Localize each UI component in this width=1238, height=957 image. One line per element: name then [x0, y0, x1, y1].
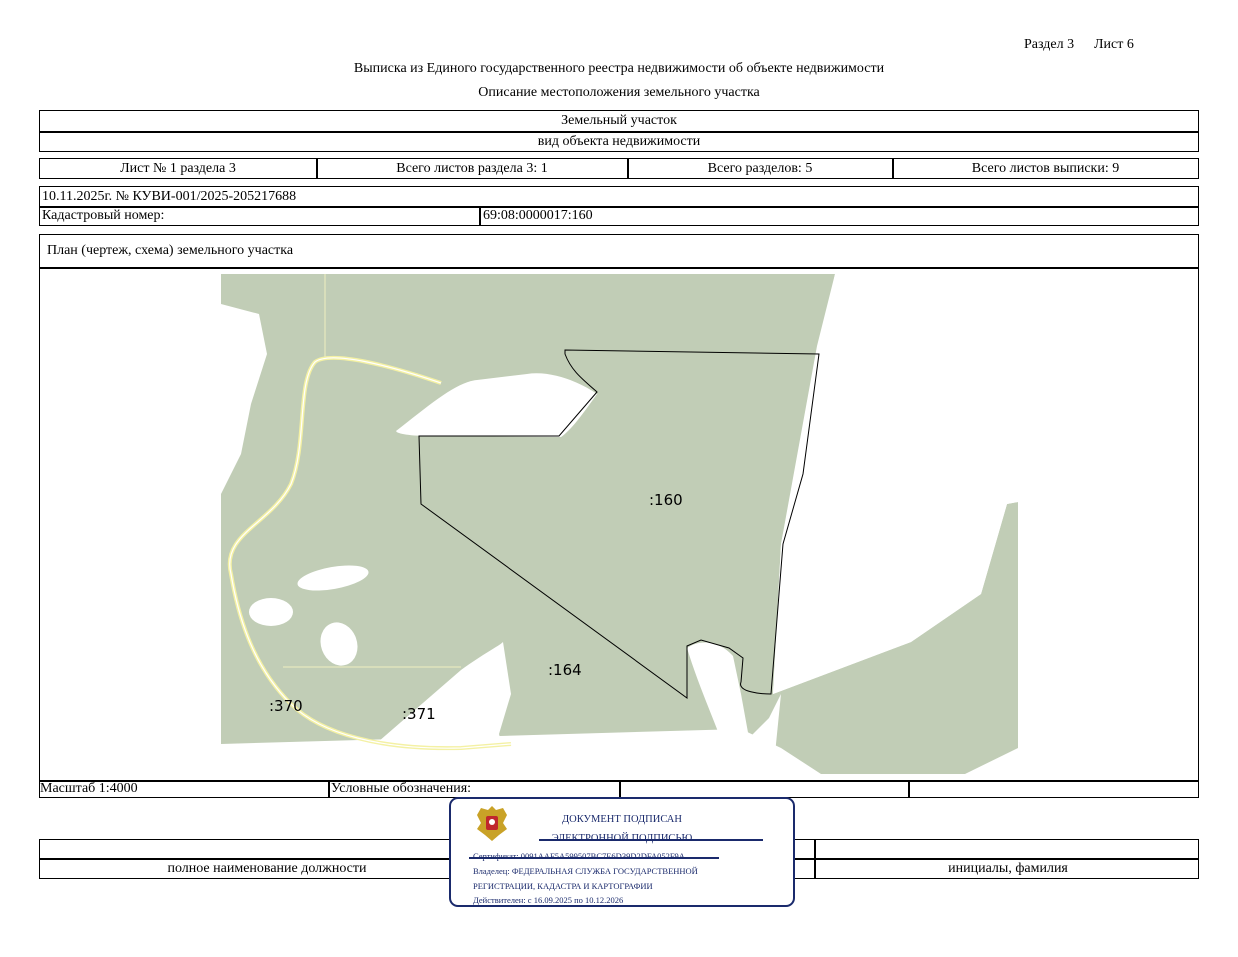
parcel-label-160: :160 [649, 491, 683, 509]
legend-row [39, 780, 1199, 798]
parcel-label-164: :164 [548, 661, 582, 679]
record-table [39, 186, 1199, 226]
scale-label: Масштаб 1:4000 [40, 781, 138, 796]
parcel-label-371: :371 [402, 705, 436, 723]
total-section-sheets: Всего листов раздела 3: 1 [396, 160, 548, 176]
plan-heading: План (чертеж, схема) земельного участка [47, 243, 294, 258]
stamp-certificate: Сертификат: 0091AAF5A599507BC7E6D39D2DFA052F9A [473, 851, 685, 861]
object-name: Земельный участок [561, 113, 677, 128]
stamp-valid: Действителен: с 16.09.2025 по 10.12.2026 [473, 895, 624, 905]
clearing-oval-2 [249, 598, 293, 626]
object-kind: вид объекта недвижимости [537, 134, 701, 149]
stamp-line-2: ЭЛЕКТРОННОЙ ПОДПИСЬЮ [551, 833, 693, 844]
section-number: Раздел 3 [1024, 37, 1075, 52]
object-type-table [39, 110, 1199, 152]
record-date-number: 10.11.2025г. № КУВИ-001/2025-205217688 [42, 188, 297, 204]
stamp-owner-2: РЕГИСТРАЦИИ, КАДАСТРА И КАРТОГРАФИИ [473, 881, 653, 891]
sheets-table [39, 158, 1199, 179]
legend-label: Условные обозначения: [331, 781, 472, 796]
stamp-line-1: ДОКУМЕНТ ПОДПИСАН [562, 814, 682, 825]
sheet-number: Лист 6 [1094, 37, 1134, 52]
name-label: инициалы, фамилия [948, 860, 1068, 876]
parcel-label-370: :370 [269, 697, 303, 715]
stamp-owner-1: Владелец: ФЕДЕРАЛЬНАЯ СЛУЖБА ГОСУДАРСТВЕННОЙ [473, 866, 698, 876]
total-sections: Всего разделов: 5 [707, 160, 813, 176]
document-title: Выписка из Единого государственного реестра недвижимости об объекте недвижимости [353, 61, 885, 76]
parcel-map [221, 274, 1018, 774]
position-label: полное наименование должности [167, 860, 367, 876]
total-extract-sheets: Всего листов выписки: 9 [971, 160, 1120, 176]
cadastral-label: Кадастровый номер: [42, 208, 165, 223]
cadastral-value: 69:08:0000017:160 [483, 208, 593, 223]
e-signature-stamp [449, 797, 795, 907]
document-subtitle: Описание местоположения земельного участка [478, 85, 760, 100]
sheet-no: Лист № 1 раздела 3 [120, 160, 236, 176]
